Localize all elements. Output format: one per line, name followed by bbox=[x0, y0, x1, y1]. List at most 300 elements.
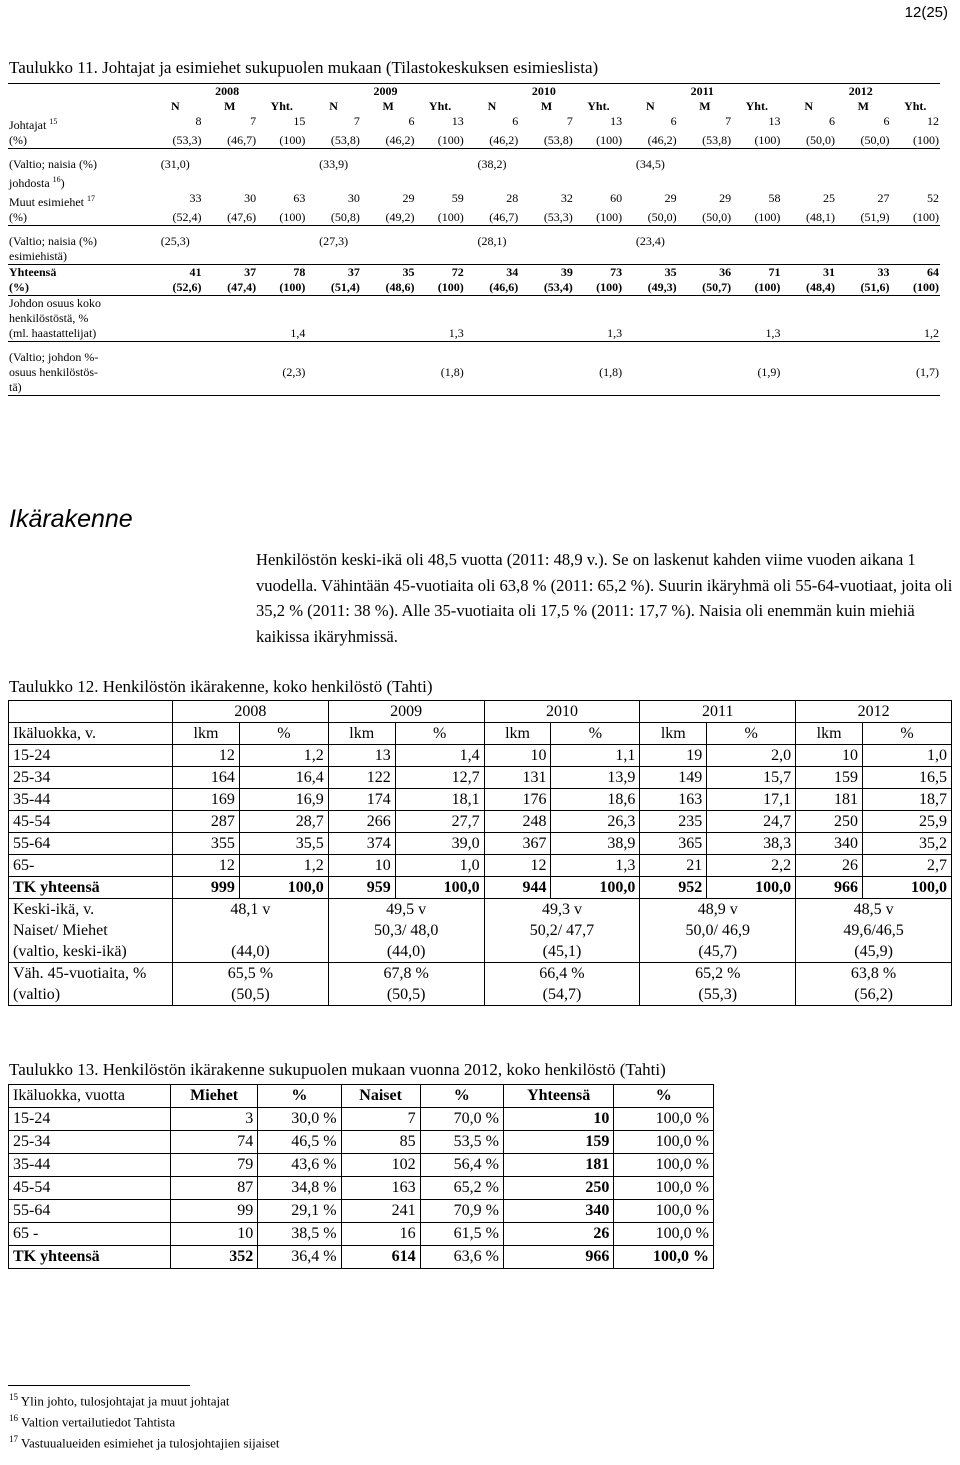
t12-cell: 100,0 bbox=[863, 877, 952, 899]
t11-cell: 59 bbox=[451, 191, 464, 205]
t13-cell: 63,6 % bbox=[420, 1246, 503, 1269]
t11-subheader: Yht. bbox=[270, 99, 293, 113]
t13-cell: 15-24 bbox=[9, 1108, 171, 1131]
t12-cell: 16,5 bbox=[863, 767, 952, 789]
t12-cell: 287 bbox=[173, 811, 240, 833]
t11-row-label: (%) bbox=[8, 280, 148, 296]
t12-cell: 944 bbox=[484, 877, 551, 899]
t13-header: Naiset bbox=[341, 1085, 420, 1108]
t12-cell: 163 bbox=[640, 789, 707, 811]
t12-cell: 16,4 bbox=[239, 767, 328, 789]
t13-cell: 70,0 % bbox=[420, 1108, 503, 1131]
t11-cell: (100) bbox=[732, 210, 781, 226]
t11-year: 2010 bbox=[465, 84, 623, 100]
t11-valtio-esim-row bbox=[8, 234, 940, 249]
t11-cell: (52,6) bbox=[148, 280, 203, 296]
t12-col-pct: % bbox=[551, 723, 640, 745]
t13-cell: 100,0 % bbox=[614, 1200, 714, 1223]
t11-subheader-row bbox=[8, 99, 940, 114]
t12-row-label: TK yhteensä bbox=[9, 877, 173, 899]
t12-cell: 999 bbox=[173, 877, 240, 899]
t11-cell: 39 bbox=[519, 265, 574, 281]
t12-col-lkm: lkm bbox=[640, 723, 707, 745]
table13 bbox=[8, 1084, 714, 1269]
t13-cell: 614 bbox=[341, 1246, 420, 1269]
t11-cell: (53,3) bbox=[148, 133, 203, 149]
t12-cell: 355 bbox=[173, 833, 240, 855]
t11-subheader: M bbox=[224, 99, 236, 113]
t12-cell: 174 bbox=[328, 789, 395, 811]
t11-row-label: Muut esimiehet $^{17}$ bbox=[9, 194, 95, 209]
t11-subheader: N bbox=[487, 99, 497, 113]
t13-cell: 30,0 % bbox=[258, 1108, 341, 1131]
t11-subheader: M bbox=[857, 99, 869, 113]
t13-cell: 159 bbox=[503, 1131, 613, 1154]
t12-col-lkm: lkm bbox=[484, 723, 551, 745]
t11-subheader: Yht. bbox=[428, 99, 452, 113]
t11-cell: 6 bbox=[512, 114, 519, 128]
table-row bbox=[9, 1154, 714, 1177]
t12-row-label: Väh. 45-vuotiaita, % (valtio) bbox=[9, 963, 173, 1006]
t11-cell: 13 bbox=[610, 114, 623, 128]
t11-johdon-row3 bbox=[8, 326, 940, 342]
t13-header: Yhteensä bbox=[503, 1085, 613, 1108]
t13-cell: 352 bbox=[171, 1246, 258, 1269]
t11-cell: 1,3 bbox=[732, 326, 781, 342]
t11-muut-pct-row bbox=[8, 210, 940, 226]
t13-cell: 34,8 % bbox=[258, 1177, 341, 1200]
t12-cell: 39,0 bbox=[395, 833, 484, 855]
t11-year: 2012 bbox=[781, 84, 940, 100]
t13-header-row bbox=[9, 1085, 714, 1108]
table11 bbox=[8, 83, 940, 396]
page-number: 12(25) bbox=[904, 4, 948, 21]
t11-valtio-johdosta-row2 bbox=[8, 172, 940, 191]
t11-cell: (27,3) bbox=[319, 234, 349, 248]
t12-cell: 164 bbox=[173, 767, 240, 789]
t12-row-label: 35-44 bbox=[9, 789, 173, 811]
t13-cell: 10 bbox=[503, 1108, 613, 1131]
t11-cell: 78 bbox=[257, 265, 306, 281]
t13-cell: 46,5 % bbox=[258, 1131, 341, 1154]
t12-cell: 122 bbox=[328, 767, 395, 789]
table13-caption: Taulukko 13. Henkilöstön ikärakenne sukupuolen mukaan vuonna 2012, koko henkilöstö (Tahti) bbox=[9, 1060, 666, 1079]
t11-row-label: Johdon osuus koko bbox=[9, 296, 102, 310]
t11-year: 2009 bbox=[306, 84, 464, 100]
t12-cell: 18,6 bbox=[551, 789, 640, 811]
t12-cell: 159 bbox=[796, 767, 863, 789]
t11-cell: 31 bbox=[781, 265, 836, 281]
t12-cell: 2,7 bbox=[863, 855, 952, 877]
t12-year: 2010 bbox=[484, 701, 640, 723]
t11-yhteensa-pct-row bbox=[8, 280, 940, 296]
t11-year-row bbox=[8, 84, 940, 100]
t12-row-label: 55-64 bbox=[9, 833, 173, 855]
t13-cell: 55-64 bbox=[9, 1200, 171, 1223]
t13-cell: 100,0 % bbox=[614, 1154, 714, 1177]
t11-cell: 58 bbox=[768, 191, 781, 205]
t12-cell: 340 bbox=[796, 833, 863, 855]
t13-cell: 74 bbox=[171, 1131, 258, 1154]
t11-cell: 28 bbox=[506, 191, 519, 205]
t11-cell: (25,3) bbox=[160, 234, 190, 248]
t12-cell: 367 bbox=[484, 833, 551, 855]
t11-cell: (46,2) bbox=[465, 133, 520, 149]
t12-cell: 35,2 bbox=[863, 833, 952, 855]
t11-cell: (50,0) bbox=[678, 210, 733, 226]
t11-cell: 7 bbox=[566, 114, 573, 128]
t11-cell: (53,8) bbox=[306, 133, 361, 149]
t12-col-pct: % bbox=[239, 723, 328, 745]
t13-cell: 340 bbox=[503, 1200, 613, 1223]
t11-muut-row bbox=[8, 191, 940, 210]
t13-total-row bbox=[9, 1246, 714, 1269]
t11-cell: 6 bbox=[670, 114, 677, 128]
t12-col-pct: % bbox=[707, 723, 796, 745]
t12-cell: 149 bbox=[640, 767, 707, 789]
t11-cell: (1,9) bbox=[757, 365, 781, 379]
t11-cell: (1,8) bbox=[440, 365, 464, 379]
t11-cell: 1,3 bbox=[574, 326, 623, 342]
t11-subheader: N bbox=[170, 99, 180, 113]
t11-cell: 52 bbox=[927, 191, 939, 205]
t11-cell: (50,0) bbox=[623, 210, 678, 226]
t13-cell: 100,0 % bbox=[614, 1131, 714, 1154]
t13-cell: 100,0 % bbox=[614, 1108, 714, 1131]
t13-cell: 36,4 % bbox=[258, 1246, 341, 1269]
t11-cell: (50,8) bbox=[306, 210, 361, 226]
t12-cell: 12 bbox=[173, 745, 240, 767]
t11-subheader: Yht. bbox=[587, 99, 610, 113]
t11-subheader: N bbox=[804, 99, 814, 113]
t11-cell: 37 bbox=[203, 265, 258, 281]
t11-cell: (53,8) bbox=[678, 133, 733, 149]
t11-subheader: M bbox=[699, 99, 711, 113]
t13-cell: TK yhteensä bbox=[9, 1246, 171, 1269]
t12-cell: 966 bbox=[796, 877, 863, 899]
t13-cell: 25-34 bbox=[9, 1131, 171, 1154]
t11-cell: (47,4) bbox=[203, 280, 258, 296]
t11-cell: 6 bbox=[883, 114, 890, 128]
t11-cell: 1,4 bbox=[257, 326, 306, 342]
t12-row-label: 25-34 bbox=[9, 767, 173, 789]
table-row bbox=[9, 855, 952, 877]
t12-cell: 10 bbox=[796, 745, 863, 767]
t11-cell: (53,8) bbox=[519, 133, 574, 149]
t12-cell: 1,1 bbox=[551, 745, 640, 767]
t12-cell: 38,3 bbox=[707, 833, 796, 855]
t11-cell: (50,0) bbox=[836, 133, 891, 149]
t11-cell: 7 bbox=[725, 114, 732, 128]
t12-year-row bbox=[9, 701, 952, 723]
t11-row-label: (%) bbox=[8, 210, 148, 226]
t13-cell: 43,6 % bbox=[258, 1154, 341, 1177]
t13-cell: 163 bbox=[341, 1177, 420, 1200]
t11-subheader: Yht. bbox=[904, 99, 927, 113]
t13-cell: 45-54 bbox=[9, 1177, 171, 1200]
t11-cell: (48,6) bbox=[361, 280, 416, 296]
t12-row-label: 15-24 bbox=[9, 745, 173, 767]
t11-cell: 29 bbox=[719, 191, 732, 205]
t12-keski-cell: 48,1 v (44,0) bbox=[173, 899, 329, 963]
t12-cell: 169 bbox=[173, 789, 240, 811]
t11-subheader: Yht. bbox=[745, 99, 768, 113]
t12-cell: 100,0 bbox=[551, 877, 640, 899]
t11-cell: 13 bbox=[768, 114, 781, 128]
t12-cell: 17,1 bbox=[707, 789, 796, 811]
t13-cell: 70,9 % bbox=[420, 1200, 503, 1223]
t13-header: % bbox=[258, 1085, 341, 1108]
t12-cell: 18,7 bbox=[863, 789, 952, 811]
footnote: $^{15}$ Ylin johto, tulosjohtajat ja muut johtajat bbox=[9, 1392, 230, 1409]
t11-cell: 29 bbox=[664, 191, 677, 205]
t11-cell: (48,4) bbox=[781, 280, 836, 296]
t12-year: 2008 bbox=[173, 701, 329, 723]
t13-cell: 100,0 % bbox=[614, 1223, 714, 1246]
t12-cell: 248 bbox=[484, 811, 551, 833]
t13-cell: 56,4 % bbox=[420, 1154, 503, 1177]
t12-vah-cell: 65,5 % (50,5) bbox=[173, 963, 329, 1006]
t11-cell: (1,8) bbox=[599, 365, 623, 379]
t13-header: Ikäluokka, vuotta bbox=[9, 1085, 171, 1108]
t12-col-first: Ikäluokka, v. bbox=[9, 723, 173, 745]
t11-row-label: (Valtio; naisia (%) bbox=[9, 234, 97, 248]
table-row bbox=[9, 1177, 714, 1200]
t12-cell: 2,2 bbox=[707, 855, 796, 877]
t11-cell: (100) bbox=[574, 280, 623, 296]
t11-cell: 30 bbox=[347, 191, 360, 205]
t12-vah-cell: 63,8 % (56,2) bbox=[796, 963, 952, 1006]
t12-row-label: 65- bbox=[9, 855, 173, 877]
t13-cell: 102 bbox=[341, 1154, 420, 1177]
t13-cell: 65,2 % bbox=[420, 1177, 503, 1200]
t12-keski-cell: 48,5 v 49,6/46,5 (45,9) bbox=[796, 899, 952, 963]
t12-cell: 21 bbox=[640, 855, 707, 877]
t11-cell: (100) bbox=[415, 133, 464, 149]
t11-row-label: (Valtio; naisia (%) bbox=[9, 157, 97, 171]
table12-caption: Taulukko 12. Henkilöstön ikärakenne, koko henkilöstö (Tahti) bbox=[9, 677, 433, 696]
t11-cell: 33 bbox=[189, 191, 202, 205]
t11-cell: 15 bbox=[293, 114, 306, 128]
t13-cell: 87 bbox=[171, 1177, 258, 1200]
t13-cell: 181 bbox=[503, 1154, 613, 1177]
t12-cell: 100,0 bbox=[707, 877, 796, 899]
t11-cell: 41 bbox=[148, 265, 203, 281]
t12-cell: 13,9 bbox=[551, 767, 640, 789]
t11-cell: (100) bbox=[574, 133, 623, 149]
t13-cell: 38,5 % bbox=[258, 1223, 341, 1246]
t11-cell: 1,2 bbox=[891, 326, 940, 342]
t12-year: 2009 bbox=[328, 701, 484, 723]
t11-cell: (51,6) bbox=[836, 280, 891, 296]
t12-keski-cell: 48,9 v 50,0/ 46,9 (45,7) bbox=[640, 899, 796, 963]
t12-total-row bbox=[9, 877, 952, 899]
t12-cell: 176 bbox=[484, 789, 551, 811]
t13-cell: 61,5 % bbox=[420, 1223, 503, 1246]
t11-row-label: tä) bbox=[8, 380, 148, 396]
t13-header: % bbox=[420, 1085, 503, 1108]
t12-cell: 15,7 bbox=[707, 767, 796, 789]
t11-cell: (100) bbox=[891, 133, 940, 149]
t12-cell: 1,2 bbox=[239, 855, 328, 877]
t12-vah-cell: 66,4 % (54,7) bbox=[484, 963, 640, 1006]
t12-cell: 952 bbox=[640, 877, 707, 899]
table-row bbox=[9, 1108, 714, 1131]
t11-cell: (31,0) bbox=[160, 157, 190, 171]
t11-johdon-row2 bbox=[8, 311, 940, 326]
t12-keski-cell: 49,5 v 50,3/ 48,0 (44,0) bbox=[328, 899, 484, 963]
t11-cell: 6 bbox=[828, 114, 835, 128]
t12-cell: 365 bbox=[640, 833, 707, 855]
t12-cell: 100,0 bbox=[395, 877, 484, 899]
t13-cell: 85 bbox=[341, 1131, 420, 1154]
t12-col-pct: % bbox=[863, 723, 952, 745]
body-paragraph: Henkilöstön keski-ikä oli 48,5 vuotta (2011: 48,9 v.). Se on laskenut kahden viime vuoden aikana 1 vuodella. Vähintään 45-vuotiaita oli 63,8 % (2011: 65,2 %). Suurin ikäryhmä oli 55-64-vuotiaat, joita oli 35,2 % (2011: 38 %). Alle 35-vuotiaita oli 17,5 % (2011: 17,7 %). Naisia oli enemmän kuin miehiä kaikissa ikäryhmissä. bbox=[256, 550, 953, 646]
t11-cell: (47,6) bbox=[203, 210, 258, 226]
t11-cell: (1,7) bbox=[916, 365, 939, 379]
t11-row-label: esimiehistä) bbox=[9, 249, 67, 263]
t12-cell: 959 bbox=[328, 877, 395, 899]
t11-cell: (23,4) bbox=[635, 234, 665, 248]
t11-cell: 60 bbox=[610, 191, 623, 205]
t11-cell: 7 bbox=[250, 114, 257, 128]
t11-row-label: (%) bbox=[8, 133, 148, 149]
t11-cell: 64 bbox=[891, 265, 940, 281]
t11-cell: 12 bbox=[927, 114, 939, 128]
t13-cell: 10 bbox=[171, 1223, 258, 1246]
t11-cell: 63 bbox=[293, 191, 306, 205]
t12-cell: 266 bbox=[328, 811, 395, 833]
table-row bbox=[9, 1131, 714, 1154]
t12-cell: 374 bbox=[328, 833, 395, 855]
table-row bbox=[9, 767, 952, 789]
t11-cell: 30 bbox=[244, 191, 257, 205]
t13-cell: 16 bbox=[341, 1223, 420, 1246]
t12-cell: 1,0 bbox=[395, 855, 484, 877]
t12-col-lkm: lkm bbox=[328, 723, 395, 745]
t12-cell: 28,7 bbox=[239, 811, 328, 833]
t12-cell: 13 bbox=[328, 745, 395, 767]
t12-col-pct: % bbox=[395, 723, 484, 745]
t11-cell: 1,3 bbox=[415, 326, 464, 342]
t11-row-label: Johtajat $^{15}$ bbox=[9, 117, 58, 132]
t11-cell: (46,7) bbox=[203, 133, 258, 149]
t11-valtio-johdosta-row bbox=[8, 157, 940, 172]
t13-header: % bbox=[614, 1085, 714, 1108]
t12-cell: 100,0 bbox=[239, 877, 328, 899]
t13-cell: 99 bbox=[171, 1200, 258, 1223]
t12-cell: 1,3 bbox=[551, 855, 640, 877]
t11-valtio-johdon-row1 bbox=[8, 350, 940, 365]
t11-cell: (100) bbox=[891, 210, 940, 226]
t11-cell: (100) bbox=[257, 210, 306, 226]
table11-caption: Taulukko 11. Johtajat ja esimiehet sukupuolen mukaan (Tilastokeskuksen esimieslista) bbox=[9, 58, 599, 77]
t11-valtio-johdon-row2 bbox=[8, 365, 940, 380]
t11-cell: (33,9) bbox=[319, 157, 349, 171]
t11-johtajat-row bbox=[8, 114, 940, 133]
t12-cell: 19 bbox=[640, 745, 707, 767]
section-heading: Ikärakenne bbox=[9, 505, 133, 533]
t11-cell: (34,5) bbox=[635, 157, 665, 171]
t13-cell: 7 bbox=[341, 1108, 420, 1131]
t12-cell: 24,7 bbox=[707, 811, 796, 833]
t11-cell: (100) bbox=[415, 280, 464, 296]
t11-cell: 33 bbox=[836, 265, 891, 281]
t12-cell: 250 bbox=[796, 811, 863, 833]
t12-cell: 26,3 bbox=[551, 811, 640, 833]
t12-cell: 10 bbox=[328, 855, 395, 877]
t11-cell: 8 bbox=[195, 114, 202, 128]
t12-row-label: 45-54 bbox=[9, 811, 173, 833]
t12-header-row bbox=[9, 723, 952, 745]
t13-cell: 250 bbox=[503, 1177, 613, 1200]
t12-year: 2011 bbox=[640, 701, 796, 723]
t13-cell: 241 bbox=[341, 1200, 420, 1223]
t11-row-label: (ml. haastattelijat) bbox=[8, 326, 148, 342]
t11-cell: 72 bbox=[415, 265, 464, 281]
t11-cell: 73 bbox=[574, 265, 623, 281]
t13-cell: 100,0 % bbox=[614, 1177, 714, 1200]
t11-valtio-johdon-row3 bbox=[8, 380, 940, 396]
table-row bbox=[9, 833, 952, 855]
t11-cell: (50,0) bbox=[781, 133, 836, 149]
t12-cell: 12 bbox=[484, 855, 551, 877]
t11-cell: (100) bbox=[891, 280, 940, 296]
t11-year: 2008 bbox=[148, 84, 306, 100]
t11-subheader: N bbox=[329, 99, 338, 113]
t12-col-lkm: lkm bbox=[796, 723, 863, 745]
t12-cell: 2,0 bbox=[707, 745, 796, 767]
t11-cell: (53,4) bbox=[519, 280, 574, 296]
t12-keski-row bbox=[9, 899, 952, 963]
footnote-divider bbox=[8, 1385, 190, 1386]
t12-cell: 25,9 bbox=[863, 811, 952, 833]
t12-cell: 35,5 bbox=[239, 833, 328, 855]
footnote: $^{17}$ Vastuualueiden esimiehet ja tulosjohtajien sijaiset bbox=[9, 1434, 280, 1451]
table-row bbox=[9, 789, 952, 811]
t11-cell: (51,4) bbox=[306, 280, 361, 296]
t12-keski-cell: 49,3 v 50,2/ 47,7 (45,1) bbox=[484, 899, 640, 963]
t12-cell: 1,2 bbox=[239, 745, 328, 767]
t11-subheader: M bbox=[540, 99, 553, 113]
t12-cell: 10 bbox=[484, 745, 551, 767]
t11-cell: (46,6) bbox=[465, 280, 520, 296]
t11-cell: 27 bbox=[877, 191, 890, 205]
t11-cell: 29 bbox=[402, 191, 415, 205]
t11-cell: (52,4) bbox=[148, 210, 203, 226]
t11-cell: (100) bbox=[415, 210, 464, 226]
t11-cell: (100) bbox=[257, 280, 306, 296]
t12-cell: 12 bbox=[173, 855, 240, 877]
t11-cell: 25 bbox=[822, 191, 835, 205]
t11-cell: 36 bbox=[678, 265, 733, 281]
t12-cell: 1,4 bbox=[395, 745, 484, 767]
t11-cell: (100) bbox=[574, 210, 623, 226]
footnote: $^{16}$ Valtion vertailutiedot Tahtista bbox=[9, 1413, 176, 1430]
table-row bbox=[9, 1223, 714, 1246]
t12-vah-cell: 67,8 % (50,5) bbox=[328, 963, 484, 1006]
t11-cell: (53,3) bbox=[519, 210, 574, 226]
t11-cell: 35 bbox=[623, 265, 678, 281]
t11-row-label: osuus henkilöstös- bbox=[9, 365, 99, 379]
t13-cell: 26 bbox=[503, 1223, 613, 1246]
t12-cell: 181 bbox=[796, 789, 863, 811]
t12-cell: 38,9 bbox=[551, 833, 640, 855]
t11-cell: (50,7) bbox=[678, 280, 733, 296]
t13-cell: 65 - bbox=[9, 1223, 171, 1246]
t13-cell: 3 bbox=[171, 1108, 258, 1131]
t13-header: Miehet bbox=[171, 1085, 258, 1108]
